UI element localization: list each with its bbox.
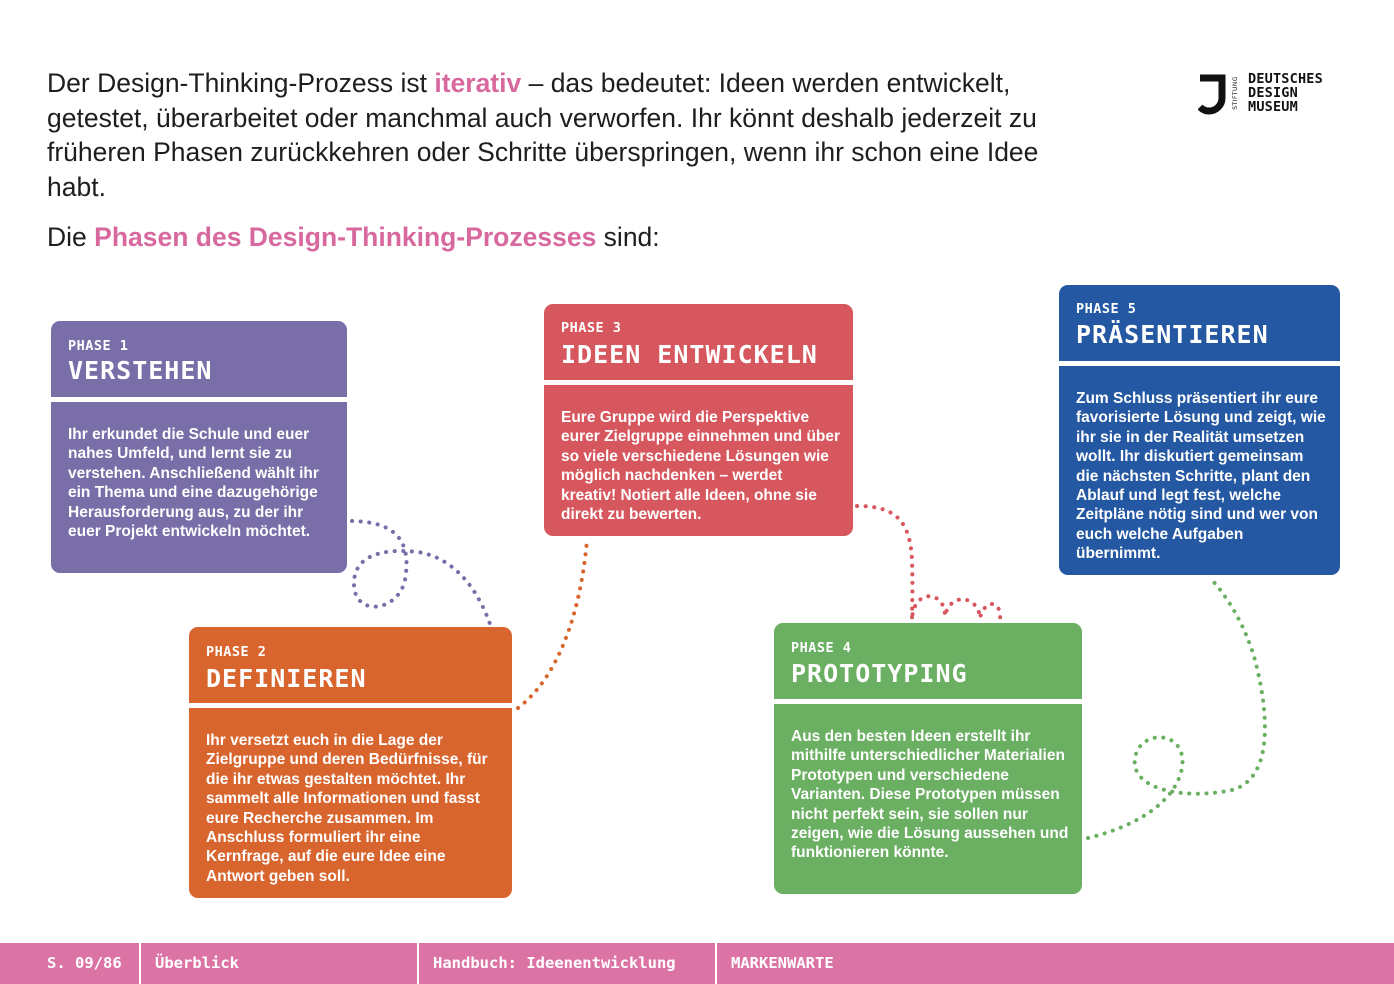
phase-number: PHASE 5 <box>1076 301 1137 317</box>
phase-card-ideen-entwickeln <box>544 304 853 536</box>
phase-title: DEFINIEREN <box>206 664 367 693</box>
museum-logo <box>1198 72 1348 118</box>
footer-handbook: Handbuch: Ideenentwicklung <box>433 954 676 972</box>
footer-page-number: S. 09/86 <box>47 954 122 972</box>
phase-divider <box>51 397 347 402</box>
logo-line-2: DESIGN <box>1248 85 1298 101</box>
phase-divider <box>774 699 1082 704</box>
phase-description: Ihr erkundet die Schule und euer nahes Umfeld, und lernt sie zu verstehen. Anschließend wählt ihr ein Thema und eine dazugehörige Herausforderung aus, zu der ihr euer Projekt entwickeln möchtet. <box>68 426 319 541</box>
footer-divider <box>417 943 419 984</box>
phase-description: Aus den besten Ideen erstellt ihr mithilfe unterschiedlicher Materialien Prototypen und verschiedene Varianten. Diese Prototypen müssen nicht perfekt sein, sie sollen nur zeigen, wie die Lösung aussehen und funktionieren könnte. <box>791 728 1069 862</box>
phase-divider <box>544 380 853 385</box>
phase-title: VERSTEHEN <box>68 356 213 385</box>
phases-heading-post: sind: <box>596 222 660 252</box>
intro-text-post: – das bedeutet: Ideen werden entwickelt, getestet, überarbeitet oder manchmal auch verworfen. Ihr könnt deshalb jederzeit zu früheren Phasen zurückkehren oder Schritte überspringen, wenn ihr schon eine Idee habt. <box>47 68 1039 202</box>
phase-number: PHASE 3 <box>561 320 622 336</box>
phase-title: PROTOTYPING <box>791 659 968 688</box>
footer-brand: MARKENWARTE <box>731 954 834 972</box>
phases-heading <box>47 220 660 254</box>
phases-heading-highlight: Phasen des Design-Thinking-Prozesses <box>94 222 597 252</box>
phase-number: PHASE 1 <box>68 338 129 354</box>
phase-divider <box>189 703 512 708</box>
phase-divider <box>1059 361 1340 366</box>
phase-card-prototyping <box>774 623 1082 894</box>
connector-4-5 <box>1088 580 1265 838</box>
phase-card-definieren <box>189 627 512 898</box>
logo-stiftung: STIFTUNG <box>1232 76 1239 110</box>
phase-card-praesentieren <box>1059 285 1340 575</box>
phases-heading-pre: Die <box>47 222 95 252</box>
phase-title: PRÄSENTIEREN <box>1076 320 1269 349</box>
phase-description: Eure Gruppe wird die Perspektive eurer Zielgruppe einnehmen und über so viele verschiedene Lösungen wie möglich nachdenken – werdet kreativ! Notiert alle Ideen, ohne sie direkt zu bewerten. <box>561 409 841 524</box>
phase-title: IDEEN ENTWICKELN <box>561 340 818 369</box>
phase-number: PHASE 4 <box>791 640 852 656</box>
intro-highlight: iterativ <box>434 68 522 98</box>
page-footer <box>0 943 1394 984</box>
phase-description: Ihr versetzt euch in die Lage der Zielgruppe und deren Bedürfnisse, für die ihr etwas gestalten möchtet. Ihr sammelt alle Informationen und fasst eure Recherche zusammen. Im Anschluss formuliert ihr eine Kernfrage, auf die eure Idee eine Antwort geben soll. <box>206 732 488 885</box>
connector-3-4 <box>857 506 1000 620</box>
footer-section: Überblick <box>155 954 239 972</box>
phase-card-verstehen <box>51 321 347 573</box>
logo-line-1: DEUTSCHES <box>1248 71 1323 87</box>
footer-divider <box>715 943 717 984</box>
intro-paragraph <box>47 66 1057 204</box>
logo-wordmark <box>1248 72 1323 114</box>
intro-text-pre: Der Design-Thinking-Prozess ist <box>47 68 435 98</box>
logo-line-3: MUSEUM <box>1248 99 1298 115</box>
connector-2-3 <box>518 540 587 708</box>
phase-description: Zum Schluss präsentiert ihr eure favorisierte Lösung und zeigt, wie ihr sie in der Realität umsetzen wollt. Ihr diskutiert gemeinsam die nächsten Schritte, plant den Ablauf und legt fest, welche Zeitpläne nötig sind und wer von euch welche Aufgaben übernimmt. <box>1076 390 1326 563</box>
connector-1-2 <box>352 521 490 624</box>
phase-number: PHASE 2 <box>206 644 267 660</box>
footer-divider <box>139 943 141 984</box>
